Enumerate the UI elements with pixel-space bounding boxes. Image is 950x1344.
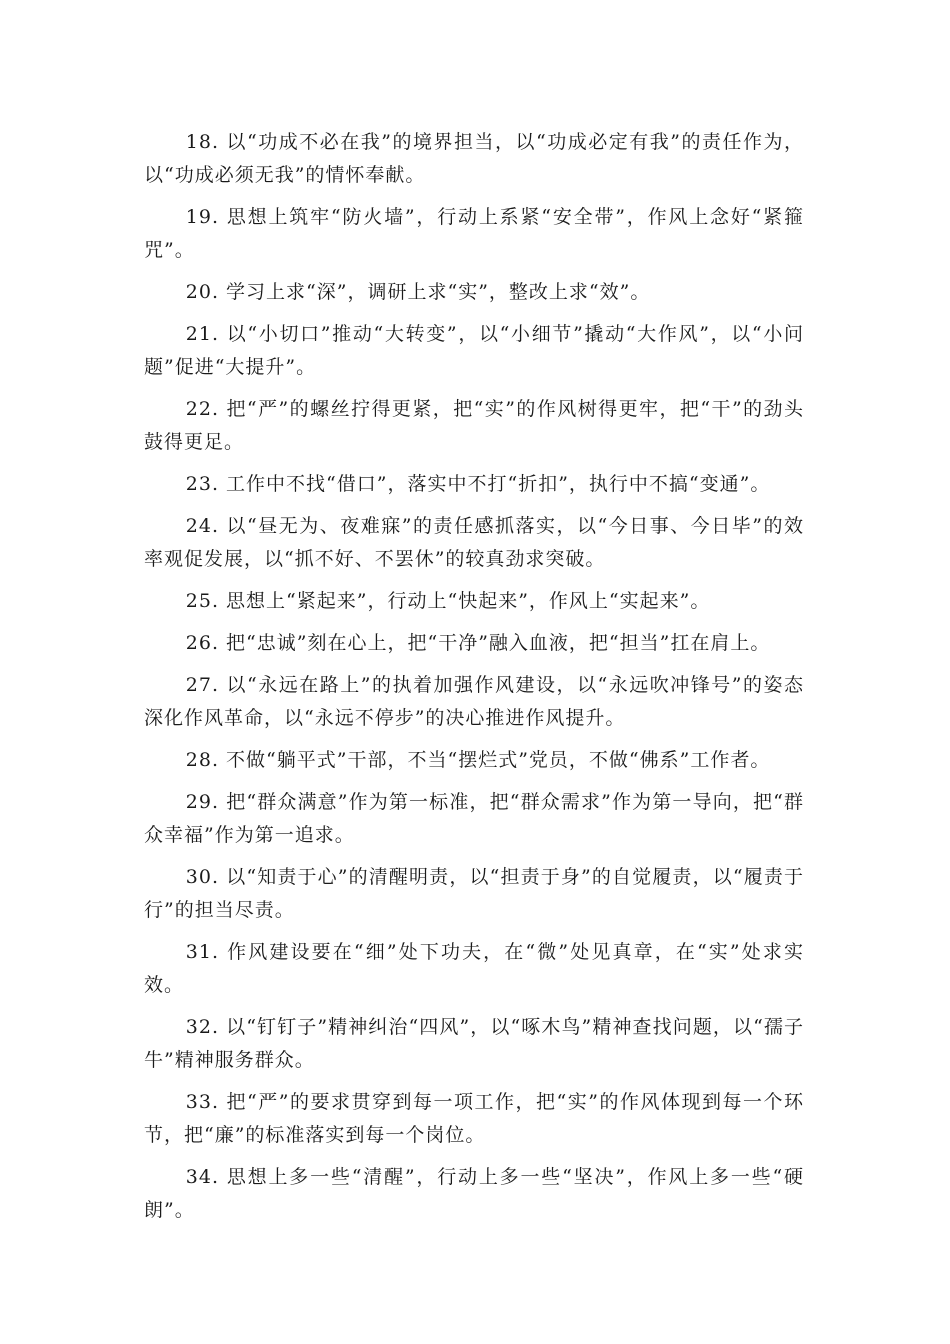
- list-item: 24. 以“昼无为、夜难寐”的责任感抓落实，以“今日事、今日毕”的效率观促发展，以“抓不好、不罢休”的较真劲求突破。: [144, 515, 804, 570]
- list-item: 30. 以“知责于心”的清醒明责，以“担责于身”的自觉履责，以“履责于行”的担当尽责。: [144, 866, 804, 921]
- list-item: 29. 把“群众满意”作为第一标准，把“群众需求”作为第一导向，把“群众幸福”作为第一追求。: [144, 791, 804, 846]
- list-item: 21. 以“小切口”推动“大转变”，以“小细节”撬动“大作风”，以“小问题”促进“大提升”。: [144, 323, 804, 378]
- list-item: 34. 思想上多一些“清醒”，行动上多一些“坚决”，作风上多一些“硬朗”。: [144, 1166, 804, 1221]
- list-item: 23. 工作中不找“借口”，落实中不打“折扣”，执行中不搞“变通”。: [185, 473, 771, 495]
- list-item: 33. 把“严”的要求贯穿到每一项工作，把“实”的作风体现到每一个环节，把“廉”的标准落实到每一个岗位。: [144, 1091, 804, 1146]
- list-item: 22. 把“严”的螺丝拧得更紧，把“实”的作风树得更牢，把“干”的劲头鼓得更足。: [144, 398, 804, 453]
- list-item: 18. 以“功成不必在我”的境界担当，以“功成必定有我”的责任作为，以“功成必须无我”的情怀奉献。: [144, 131, 804, 186]
- document-body: [144, 126, 804, 1236]
- list-item: 32. 以“钉钉子”精神纠治“四风”，以“啄木鸟”精神查找问题，以“孺子牛”精神服务群众。: [144, 1016, 804, 1071]
- list-item: 19. 思想上筑牢“防火墙”，行动上系紧“安全带”，作风上念好“紧箍咒”。: [144, 206, 804, 261]
- list-item: 27. 以“永远在路上”的执着加强作风建设，以“永远吹冲锋号”的姿态深化作风革命，以“永远不停步”的决心推进作风提升。: [144, 674, 804, 729]
- list-item: 25. 思想上“紧起来”，行动上“快起来”，作风上“实起来”。: [185, 590, 711, 612]
- list-item: 26. 把“忠诚”刻在心上，把“干净”融入血液，把“担当”扛在肩上。: [185, 632, 771, 654]
- list-item: 31. 作风建设要在“细”处下功夫，在“微”处见真章，在“实”处求实效。: [144, 941, 804, 996]
- list-item: 28. 不做“躺平式”干部，不当“摆烂式”党员，不做“佛系”工作者。: [185, 749, 771, 771]
- list-item: 20. 学习上求“深”，调研上求“实”，整改上求“效”。: [185, 281, 651, 303]
